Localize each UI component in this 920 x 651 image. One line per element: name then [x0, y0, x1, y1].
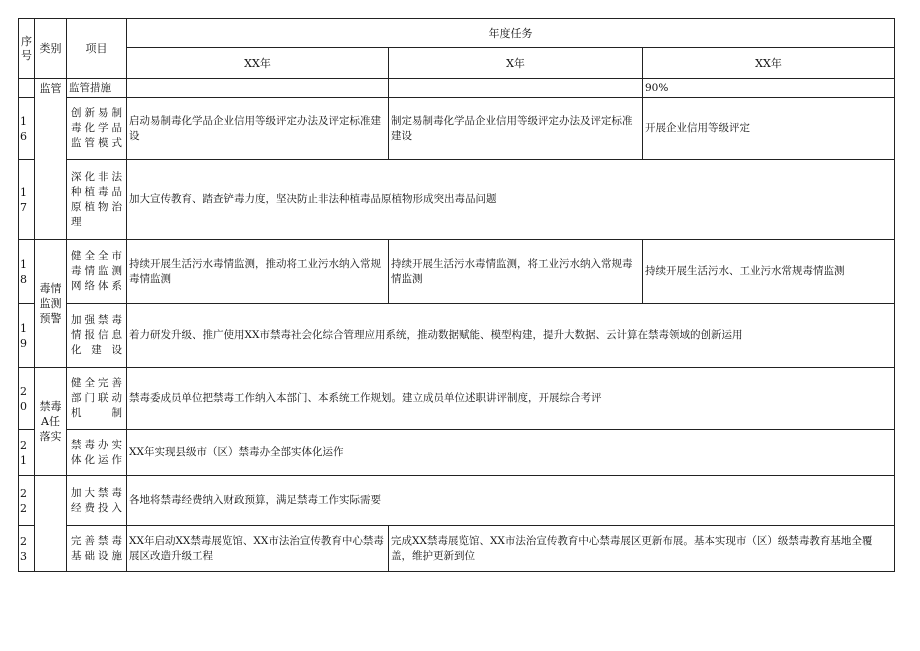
- row-item: 加强禁毒情报信息化建设: [67, 304, 127, 368]
- row-item: 健全完善部门联动机制: [67, 368, 127, 430]
- header-category: 类别: [35, 19, 67, 79]
- row-year-1: XX年启动XX禁毒展览馆、XX市法治宣传教育中心禁毒展区改造升级工程: [127, 526, 389, 572]
- category-cell-blank: [35, 160, 67, 240]
- row-merged-task: 禁毒委成员单位把禁毒工作纳入本部门、本系统工作规划。建立成员单位述职讲评制度，开展综合考评: [127, 368, 895, 430]
- row-year-3: 开展企业信用等级评定: [643, 98, 895, 160]
- row-number: 22: [19, 476, 35, 526]
- row-merged-task: 加大宣传教育、踏查铲毒力度，坚决防止非法种植毒品原植物形成突出毒品问题: [127, 160, 895, 240]
- row-number: 23: [19, 526, 35, 572]
- row-merged-task: 各地将禁毒经费纳入财政预算，满足禁毒工作实际需要: [127, 476, 895, 526]
- annual-task-table: [18, 18, 895, 572]
- row-number: [19, 79, 35, 98]
- header-seq: 序号: [19, 19, 35, 79]
- row-number: 18: [19, 240, 35, 304]
- row-item: 创新易制毒化学品监管模式: [67, 98, 127, 160]
- row-number: 21: [19, 430, 35, 476]
- category-responsibility: 禁毒A任落实: [35, 368, 67, 476]
- header-row-top: [19, 19, 895, 48]
- header-year-1: XX年: [127, 48, 389, 79]
- row-year-1: 启动易制毒化学品企业信用等级评定办法及评定标准建设: [127, 98, 389, 160]
- row-year-3: 90%: [643, 79, 895, 98]
- header-project: 项目: [67, 19, 127, 79]
- row-number: 16: [19, 98, 35, 160]
- header-row-years: [19, 48, 895, 79]
- header-year-2: X年: [389, 48, 643, 79]
- row-number: 17: [19, 160, 35, 240]
- table-row: [19, 476, 895, 526]
- row-year-1: [127, 79, 389, 98]
- category-monitoring: 毒情监测预警: [35, 240, 67, 368]
- row-merged-task: 着力研发升级、推广使用XX市禁毒社会化综合管理应用系统，推动数据赋能、模型构建，提升大数据、云计算在禁毒领域的创新运用: [127, 304, 895, 368]
- category-cell-blank: [35, 476, 67, 572]
- table-row: [19, 526, 895, 572]
- row-year-2: [389, 79, 643, 98]
- row-merged-task: XX年实现县级市（区）禁毒办全部实体化运作: [127, 430, 895, 476]
- row-number: 20: [19, 368, 35, 430]
- row-item: 健全全市毒情监测网络体系: [67, 240, 127, 304]
- table-row: [19, 304, 895, 368]
- row-year-2: 持续开展生活污水毒情监测，将工业污水纳入常规毒情监测: [389, 240, 643, 304]
- row-item: 深化非法种植毒品原植物治理: [67, 160, 127, 240]
- row-item: 加大禁毒经费投入: [67, 476, 127, 526]
- row-item: 完善禁毒基础设施: [67, 526, 127, 572]
- table-row: [19, 160, 895, 240]
- table-row: [19, 430, 895, 476]
- header-annual-task: 年度任务: [127, 19, 895, 48]
- row-year-2-3: 完成XX禁毒展览馆、XX市法治宣传教育中心禁毒展区更新布展。基本实现市（区）级禁毒教育基地全覆盖，维护更新到位: [389, 526, 895, 572]
- row-year-1: 持续开展生活污水毒情监测，推动将工业污水纳入常规毒情监测: [127, 240, 389, 304]
- row-year-2: 制定易制毒化学品企业信用等级评定办法及评定标准建设: [389, 98, 643, 160]
- row-item: 禁毒办实体化运作: [67, 430, 127, 476]
- table-row: [19, 368, 895, 430]
- table-row: [19, 98, 895, 160]
- category-supervision: 监管: [35, 79, 67, 98]
- row-item: 监管措施: [67, 79, 127, 98]
- table-row: [19, 240, 895, 304]
- header-year-3: XX年: [643, 48, 895, 79]
- table-row: [19, 79, 895, 98]
- row-year-3: 持续开展生活污水、工业污水常规毒情监测: [643, 240, 895, 304]
- task-table-frame: [18, 18, 894, 574]
- category-cell-blank: [35, 98, 67, 160]
- row-number: 19: [19, 304, 35, 368]
